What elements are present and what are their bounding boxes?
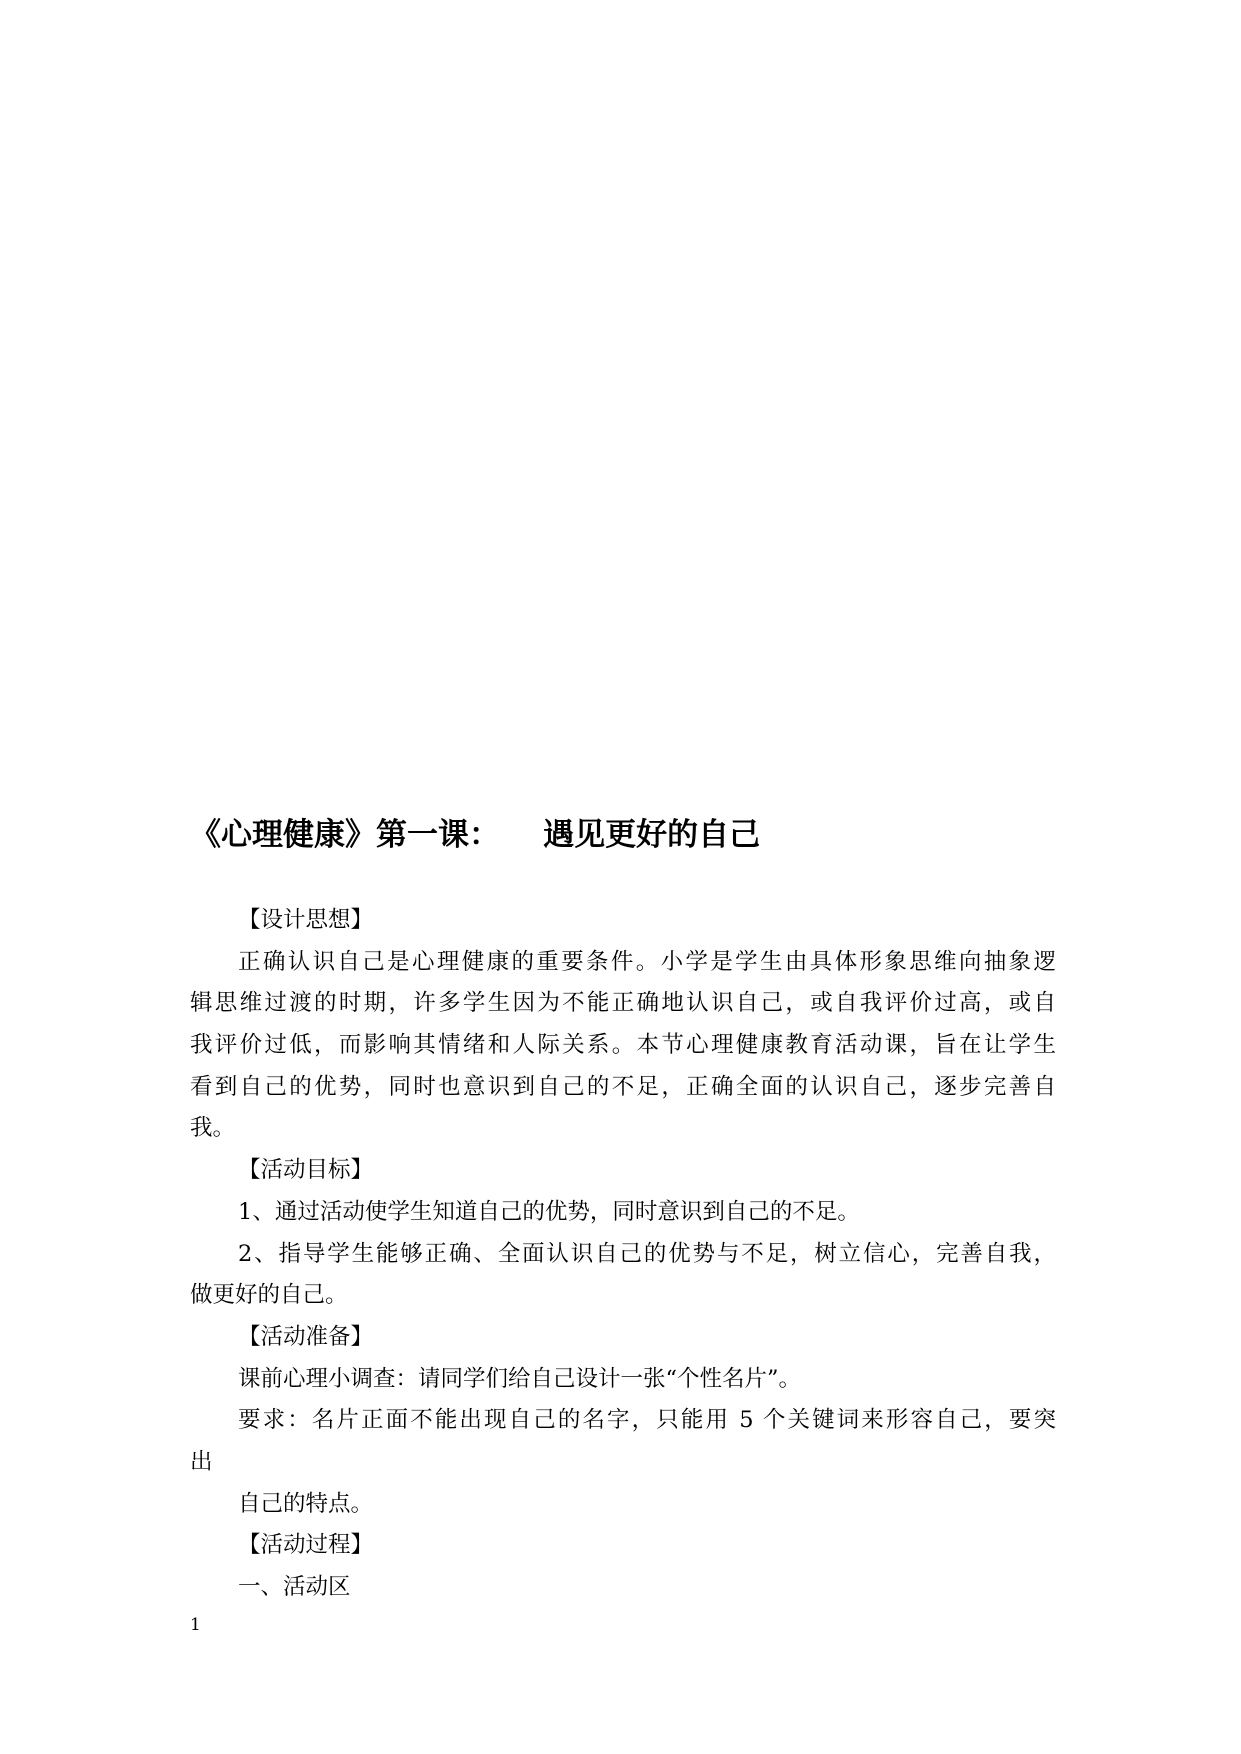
page-number: 1: [190, 1615, 201, 1635]
section-heading-design: 【设计思想】: [238, 907, 374, 933]
document-body: [190, 900, 1056, 1609]
section-heading-preparation: 【活动准备】: [238, 1323, 374, 1350]
paragraph-line: 辑思维过渡的时期，许多学生因为不能正确地认识自己，或自我评价过高，或自: [190, 990, 1056, 1017]
section-heading-goals: 【活动目标】: [238, 1157, 374, 1184]
paragraph-line: 自己的特点。: [238, 1490, 374, 1517]
paragraph-line: 出: [190, 1448, 213, 1475]
goal-item-continued: 做更好的自己。: [190, 1282, 348, 1309]
goal-item: 2、指导学生能够正确、全面认识自己的优势与不足，树立信心，完善自我，: [238, 1240, 1056, 1267]
section-heading-process: 【活动过程】: [238, 1532, 374, 1559]
goal-item: 1、通过活动使学生知道自己的优势，同时意识到自己的不足。: [238, 1198, 860, 1225]
subsection-heading: 一、活动区: [238, 1574, 351, 1600]
paragraph-line: 我。: [190, 1115, 236, 1142]
paragraph-line: 我评价过低，而影响其情绪和人际关系。本节心理健康教育活动课，旨在让学生: [190, 1032, 1056, 1059]
paragraph-line: 看到自己的优势，同时也意识到自己的不足，正确全面的认识自己，逐步完善自: [190, 1073, 1056, 1100]
paragraph-line: 要求：名片正面不能出现自己的名字，只能用 5 个关键词来形容自己，要突: [238, 1407, 1056, 1434]
document-title: 《心理健康》第一课： 遇见更好的自己: [190, 817, 761, 853]
paragraph-line: 课前心理小调查：请同学们给自己设计一张“个性名片”。: [238, 1365, 802, 1392]
paragraph-line: 正确认识自己是心理健康的重要条件。小学是学生由具体形象思维向抽象逻: [238, 948, 1056, 975]
